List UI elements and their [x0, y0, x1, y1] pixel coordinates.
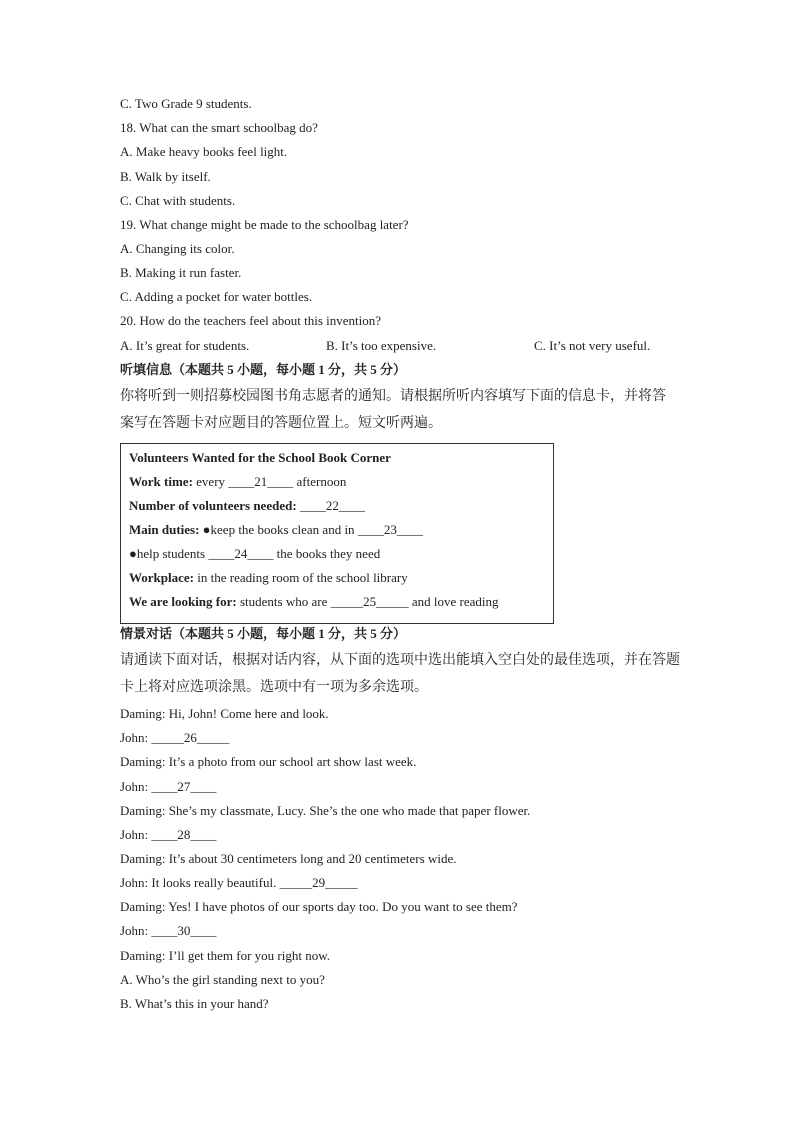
- section-info-heading: 听填信息（本题共 5 小题，每小题 1 分，共 5 分）: [120, 362, 407, 377]
- looking-label: We are looking for:: [129, 594, 237, 609]
- q20-option-c: C. It’s not very useful.: [534, 338, 651, 353]
- duties-label: Main duties:: [129, 522, 200, 537]
- card-title: Volunteers Wanted for the School Book Corner: [129, 450, 391, 465]
- card-workplace: [129, 570, 408, 586]
- looking-pre: students who are: [236, 594, 331, 609]
- section-info-instruction-2: 案写在答题卡对应题目的答题位置上。短文听两遍。: [120, 416, 442, 431]
- q20-option-a: A. It’s great for students.: [120, 338, 250, 353]
- info-card: [120, 443, 554, 624]
- card-work-time: [129, 474, 346, 490]
- dialogue-line: John: It looks really beautiful. _____29_____: [120, 875, 358, 890]
- blank-22: ____22____: [296, 498, 365, 513]
- looking-post: and love reading: [408, 594, 499, 609]
- blank-24: ____24____: [208, 546, 274, 561]
- dialogue-line: John: ____27____: [120, 779, 217, 794]
- q18-option-b: B. Walk by itself.: [120, 169, 211, 184]
- dialogue-line: Daming: I’ll get them for you right now.: [120, 948, 331, 963]
- section-dialogue-heading: 情景对话（本题共 5 小题，每小题 1 分，共 5 分）: [120, 626, 407, 641]
- q18-question: 18. What can the smart schoolbag do?: [120, 120, 318, 135]
- dialogue-line: Daming: Yes! I have photos of our sports day too. Do you want to see them?: [120, 899, 518, 914]
- duty-2-text: ●help students: [129, 546, 209, 561]
- q17-option-c: C. Two Grade 9 students.: [120, 96, 252, 111]
- card-duty-2: [129, 546, 380, 562]
- dialogue-line: John: _____26_____: [120, 730, 230, 745]
- dialogue-line: Daming: She’s my classmate, Lucy. She’s the one who made that paper flower.: [120, 803, 531, 818]
- section-dialogue-instruction-1: 请通读下面对话，根据对话内容，从下面的选项中选出能填入空白处的最佳选项，并在答题: [120, 653, 680, 668]
- dialogue-line: Daming: It’s a photo from our school art show last week.: [120, 754, 417, 769]
- q20-option-b: B. It’s too expensive.: [326, 338, 437, 353]
- blank-23: ____23____: [357, 522, 423, 537]
- number-label: Number of volunteers needed:: [129, 498, 297, 513]
- workplace-value: in the reading room of the school library: [194, 570, 408, 585]
- q19-option-a: A. Changing its color.: [120, 241, 235, 256]
- q19-option-c: C. Adding a pocket for water bottles.: [120, 289, 313, 304]
- dialogue-line: Daming: It’s about 30 centimeters long and 20 centimeters wide.: [120, 851, 457, 866]
- work-time-label: Work time:: [129, 474, 193, 489]
- card-looking-for: [129, 594, 499, 610]
- blank-21: ____21____: [228, 474, 294, 489]
- dialogue-option-b: B. What’s this in your hand?: [120, 996, 269, 1011]
- dialogue-option-a: A. Who’s the girl standing next to you?: [120, 972, 325, 987]
- section-info-instruction-1: 你将听到一则招募校园图书角志愿者的通知。请根据所听内容填写下面的信息卡，并将答: [120, 389, 666, 404]
- section-dialogue-instruction-2: 卡上将对应选项涂黑。选项中有一项为多余选项。: [120, 680, 428, 695]
- work-time-post: afternoon: [293, 474, 347, 489]
- duty-2-post: the books they need: [273, 546, 381, 561]
- q19-question: 19. What change might be made to the schoolbag later?: [120, 217, 409, 232]
- q20-question: 20. How do the teachers feel about this invention?: [120, 313, 382, 328]
- dialogue-line: John: ____30____: [120, 923, 217, 938]
- q18-option-c: C. Chat with students.: [120, 193, 236, 208]
- card-number: [129, 498, 365, 514]
- blank-25: _____25_____: [330, 594, 409, 609]
- card-duty-1: [129, 522, 423, 538]
- q19-option-b: B. Making it run faster.: [120, 265, 242, 280]
- q18-option-a: A. Make heavy books feel light.: [120, 144, 288, 159]
- dialogue-line: Daming: Hi, John! Come here and look.: [120, 706, 329, 721]
- work-time-pre: every: [192, 474, 229, 489]
- duty-1-text: ●keep the books clean and in: [199, 522, 358, 537]
- workplace-label: Workplace:: [129, 570, 194, 585]
- dialogue-line: John: ____28____: [120, 827, 217, 842]
